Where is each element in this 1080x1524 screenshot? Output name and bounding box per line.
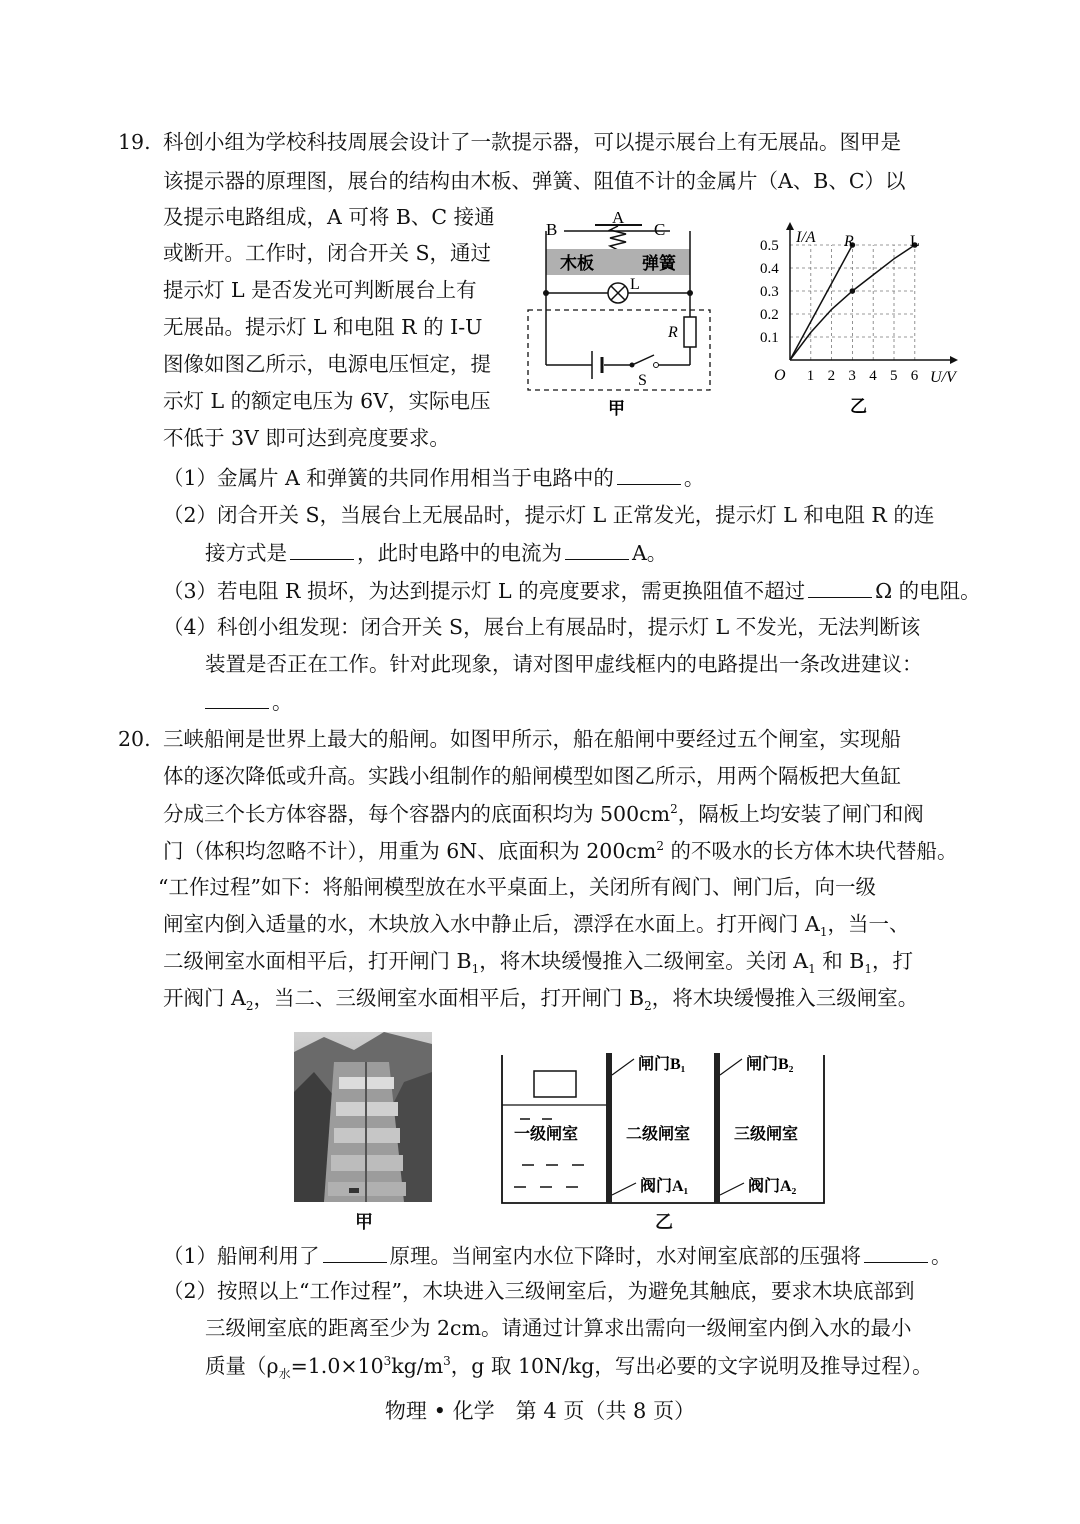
q19-sub4-line1: （4）科创小组发现：闭合开关 S，展台上有展品时，提示灯 L 不发光，无法判断该 [163, 615, 921, 639]
q19-sub4-line2: 装置是否正在工作。针对此现象，请对图甲虚线框内的电路提出一条改进建议： [205, 652, 923, 676]
q19-sub1 [163, 466, 704, 489]
dashed-box [528, 310, 710, 390]
sub: 2 [245, 999, 254, 1014]
ship-lock-model [500, 1045, 830, 1225]
q19-sub3-b: Ω 的电阻。 [875, 579, 981, 603]
q20-line-7 [163, 951, 913, 975]
resistor-label: R [668, 324, 678, 341]
q19-number: 19. [118, 130, 151, 154]
q20-line-5: “工作过程”如下：将船闸模型放在水平桌面上，关闭所有阀门、闸门后，向一级 [158, 875, 876, 899]
q19-line-3: 及提示电路组成，A 可将 B、C 接通 [163, 205, 495, 229]
q19-sub2-b: ，此时电路中的电流为 [357, 541, 562, 565]
q19-sub2-c: A。 [632, 541, 668, 565]
q20-l6: 闸室内倒入适量的水，木块放入水中静止后，漂浮在水面上。打开阀门 A [163, 912, 820, 936]
sub: 水 [278, 1366, 291, 1381]
q19-sub2-line1: （2）闭合开关 S，当展台上无展品时，提示灯 L 正常发光，提示灯 L 和电阻 R 的连 [163, 503, 935, 527]
q20-l7-d: ，打 [871, 949, 913, 973]
x-tick-label: 6 [910, 368, 919, 384]
q20-line-6 [163, 914, 909, 938]
q20-line-1: 三峡船闸是世界上最大的船闸。如图甲所示，船在船闸中要经过五个闸室，实现船 [163, 727, 901, 751]
y-tick-label: 0.4 [760, 261, 779, 277]
q20-s2-d: ，g 取 10N/kg，写出必要的文字说明及推导过程）。 [450, 1353, 933, 1378]
q19-sub4-line3 [205, 690, 293, 713]
q19-line-2: 该提示器的原理图，展台的结构由木板、弹簧、阻值不计的金属片（A、B、C）以 [163, 169, 906, 193]
answer-blank[interactable] [323, 1244, 387, 1263]
x-tick-label: 4 [869, 368, 877, 384]
board-label: 木板 [560, 254, 594, 273]
circuit-diagram [520, 205, 720, 420]
q19-sub3 [163, 579, 981, 602]
q19-sub2-line2 [205, 541, 667, 564]
q19-sub3-a: （3）若电阻 R 损坏，为达到提示灯 L 的亮度要求，需更换阻值不超过 [163, 579, 806, 603]
q19-line-9: 不低于 3V 即可达到亮度要求。 [163, 426, 450, 450]
photo-caption: 甲 [355, 1212, 373, 1233]
q19-line-8: 示灯 L 的额定电压为 6V，实际电压 [163, 389, 491, 413]
q20-l4-a: 门（体积均忽略不计），用重为 6N、底面积为 200cm [163, 838, 657, 863]
spring-label: 弹簧 [642, 254, 676, 273]
sub: 1 [471, 962, 480, 977]
model-caption: 乙 [655, 1212, 673, 1233]
switch-icon [630, 355, 659, 368]
x-tick-label: 1 [806, 368, 815, 384]
q19-sub2-a: 接方式是 [205, 541, 287, 565]
q20-s2-c: kg/m [391, 1353, 444, 1378]
q20-s1-b: 原理。当闸室内水位下降时，水对闸室底部的压强将 [389, 1244, 862, 1268]
sup: 2 [656, 839, 664, 853]
q20-l7-a: 二级闸室水面相平后，打开闸门 B [163, 949, 472, 973]
graph-grid [790, 245, 915, 360]
fig-yi-caption: 乙 [850, 397, 867, 416]
q20-line-4 [163, 840, 957, 861]
q19-line-4: 或断开。工作时，闭合开关 S，通过 [163, 241, 492, 265]
answer-blank[interactable] [617, 466, 681, 485]
room2-label: 二级闸室 [626, 1126, 691, 1143]
valve-A1-label: 阀门A₁ [640, 1178, 689, 1195]
y-tick-label: 0.3 [760, 284, 779, 300]
fig-jia-caption: 甲 [608, 399, 625, 418]
q20-line-2: 体的逐次降低或升高。实践小组制作的船闸模型如图乙所示，用两个隔板把大鱼缸 [163, 764, 901, 788]
q19-line-7: 图像如图乙所示，电源电压恒定，提 [163, 352, 491, 376]
page-footer: 物理 • 化学 第 4 页（共 8 页） [384, 1399, 696, 1423]
q19-sub1-end: 。 [683, 466, 705, 490]
sup: 3 [383, 1354, 392, 1368]
y-axis-label: I/A [796, 229, 816, 246]
q20-l7-b: ，将木块缓慢推入二级闸室。关闭 A [479, 949, 809, 973]
partition-2 [714, 1053, 720, 1203]
q20-number: 20. [118, 727, 151, 751]
gate-B1-label: 闸门B₁ [638, 1056, 686, 1073]
lamp-icon [608, 283, 628, 303]
label-B: B [546, 220, 558, 239]
sub: 1 [864, 962, 872, 977]
q20-line-3 [163, 803, 924, 824]
answer-blank[interactable] [205, 690, 269, 709]
sup: 3 [443, 1354, 451, 1368]
y-tick-label: 0.2 [760, 307, 779, 323]
label-C: C [654, 220, 666, 239]
q20-s2-a: 质量（ρ [205, 1353, 279, 1378]
q20-sub1 [163, 1244, 952, 1267]
y-tick-label: 0.1 [760, 330, 779, 346]
series-R-line [790, 245, 852, 360]
answer-blank[interactable] [808, 579, 872, 598]
sup: 2 [670, 802, 678, 816]
room3-label: 三级闸室 [734, 1126, 799, 1143]
x-tick-label: 2 [827, 368, 836, 384]
curve-R-label: R [844, 233, 854, 250]
q20-l8-b: ，当二、三级闸室水面相平后，打开闸门 B [253, 986, 645, 1010]
x-tick-label: 5 [890, 368, 898, 384]
answer-blank[interactable] [864, 1244, 928, 1263]
series-L-point [850, 288, 856, 294]
q20-l8-a: 开阀门 A [163, 986, 246, 1010]
q20-sub2-line3 [205, 1355, 933, 1380]
q19-line-5: 提示灯 L 是否发光可判断展台上有 [163, 278, 477, 302]
valve-A2-label: 阀门A₂ [748, 1178, 797, 1195]
spring [610, 226, 626, 250]
wood-block [534, 1071, 576, 1097]
partition-1 [606, 1053, 612, 1203]
q20-s1-a: （1）船闸利用了 [163, 1244, 320, 1268]
sub: 1 [808, 962, 816, 977]
q19-line-1: 科创小组为学校科技周展会设计了一款提示器，可以提示展台上有无展品。图甲是 [163, 130, 901, 154]
y-tick-label: 0.5 [760, 238, 779, 254]
room1-label: 一级闸室 [514, 1126, 579, 1143]
sub: 1 [819, 925, 828, 940]
q20-l7-c: 和 B [815, 949, 865, 973]
sub: 2 [644, 999, 652, 1014]
q19-line-6: 无展品。提示灯 L 和电阻 R 的 I-U [163, 315, 483, 339]
answer-blank[interactable] [290, 541, 354, 560]
switch-label: S [638, 372, 647, 389]
q20-l6-end: ，当一、 [827, 912, 910, 936]
q20-s2-b: =1.0×10 [290, 1353, 384, 1378]
battery-icon [592, 351, 602, 379]
q20-sub2-line2: 三级闸室底的距离至少为 2cm。请通过计算求出需向一级闸室内倒入水的最小 [205, 1316, 912, 1340]
lamp-label: L [630, 276, 640, 293]
curve-L-label: L [910, 233, 920, 250]
iu-graph [752, 220, 972, 420]
q19-sub1-text: （1）金属片 A 和弹簧的共同作用相当于电路中的 [163, 466, 614, 490]
label-A: A [612, 208, 625, 227]
x-tick-label: 3 [848, 368, 856, 384]
gate-B2-label: 闸门B₂ [746, 1056, 794, 1073]
ship-lock-photo [294, 1032, 432, 1202]
q20-l8-c: ，将木块缓慢推入三级闸室。 [651, 986, 919, 1010]
resistor-icon [684, 317, 696, 347]
answer-blank[interactable] [565, 541, 629, 560]
q20-l4-b: 的不吸水的长方体木块代替船。 [663, 838, 958, 863]
q20-line-8 [163, 988, 918, 1012]
origin-label: O [774, 367, 786, 384]
q20-sub2-line1: （2）按照以上“工作过程”，木块进入三级闸室后，为避免其触底，要求木块底部到 [163, 1279, 915, 1303]
q19-sub4-end: 。 [272, 690, 293, 714]
q20-l3-b: ，隔板上均安装了闸门和阀 [677, 801, 924, 826]
q20-l3-a: 分成三个长方体容器，每个容器内的底面积均为 500cm [163, 801, 671, 826]
q20-s1-c: 。 [931, 1244, 952, 1268]
x-axis-label: U/V [930, 369, 956, 386]
